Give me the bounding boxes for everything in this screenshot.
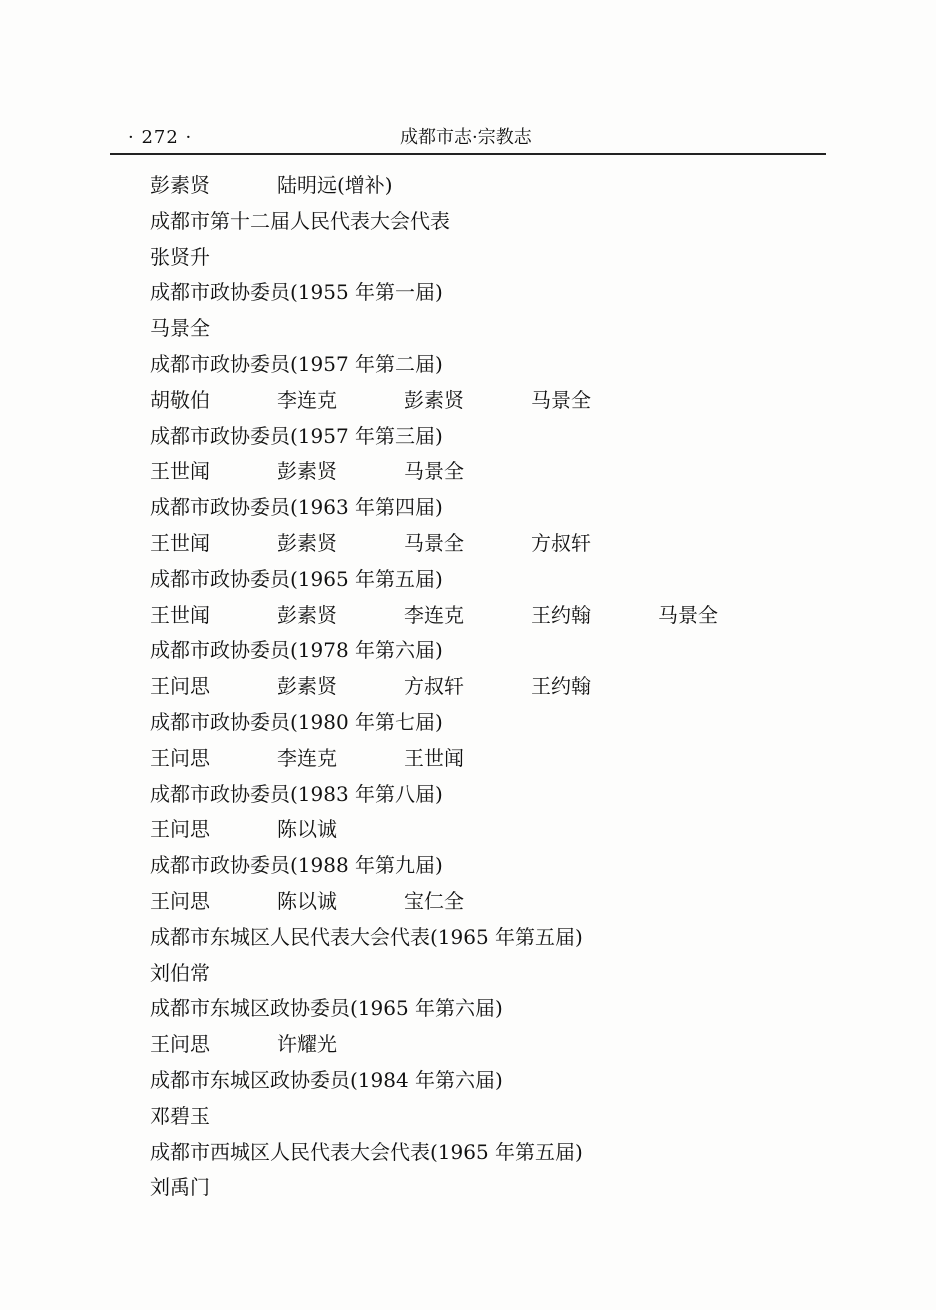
person-name: 陆明远(增补) [277, 173, 393, 197]
person-name: 陈以诚 [277, 888, 337, 913]
person-name: 马景全 [404, 459, 464, 484]
section-heading: 成都市政协委员(1988 年第九届) [150, 853, 443, 878]
person-name: 王世闻 [150, 530, 210, 555]
name-row [150, 168, 810, 204]
page-header [110, 124, 826, 156]
section-heading: 成都市西城区人民代表大会代表(1965 年第五届) [150, 1139, 583, 1164]
person-name: 刘禹门 [150, 1175, 210, 1200]
person-name: 李连克 [277, 745, 337, 770]
person-name: 王世闻 [150, 602, 210, 627]
name-row [150, 383, 810, 419]
person-name: 彭素贤 [277, 602, 337, 627]
person-name: 王问思 [150, 674, 210, 699]
person-name: 王世闻 [150, 459, 210, 484]
section-heading: 成都市政协委员(1957 年第三届) [150, 423, 443, 448]
person-name: 方叔轩 [531, 530, 591, 555]
person-name: 胡敬伯 [150, 387, 210, 412]
name-row [150, 1099, 810, 1135]
name-row [150, 1170, 810, 1206]
section-heading: 成都市东城区人民代表大会代表(1965 年第五届) [150, 924, 583, 949]
person-name: 王约翰 [531, 674, 591, 699]
person-name: 马景全 [531, 387, 591, 412]
name-row [150, 884, 810, 920]
section-heading: 成都市政协委员(1965 年第五届) [150, 566, 443, 591]
person-name: 张贤升 [150, 244, 210, 269]
person-name: 李连克 [404, 602, 464, 627]
document-body [150, 168, 810, 1206]
name-row [150, 598, 810, 634]
person-name: 王问思 [150, 1032, 210, 1057]
person-name: 宝仁全 [404, 888, 464, 913]
name-row [150, 240, 810, 276]
person-name: 王约翰 [531, 602, 591, 627]
section-heading: 成都市政协委员(1980 年第七届) [150, 709, 443, 734]
person-name: 彭素贤 [150, 173, 210, 197]
person-name: 方叔轩 [404, 674, 464, 699]
person-name: 马景全 [404, 530, 464, 555]
person-name: 彭素贤 [404, 387, 464, 412]
name-row [150, 669, 810, 705]
person-name: 王问思 [150, 817, 210, 842]
person-name: 刘伯常 [150, 960, 210, 985]
person-name: 王问思 [150, 888, 210, 913]
section-heading: 成都市政协委员(1963 年第四届) [150, 495, 443, 520]
name-row [150, 526, 810, 562]
name-row [150, 956, 810, 992]
running-title: 成都市志·宗教志 [400, 127, 532, 148]
page-number: · 272 · [128, 127, 193, 148]
person-name: 许耀光 [277, 1032, 337, 1057]
section-heading: 成都市政协委员(1955 年第一届) [150, 280, 443, 305]
name-row [150, 454, 810, 490]
section-heading: 成都市政协委员(1978 年第六届) [150, 638, 443, 663]
person-name: 王世闻 [404, 745, 464, 770]
person-name: 李连克 [277, 387, 337, 412]
section-heading: 成都市东城区政协委员(1965 年第六届) [150, 996, 503, 1021]
name-row [150, 311, 810, 347]
name-row [150, 1027, 810, 1063]
person-name: 马景全 [150, 316, 210, 341]
name-row [150, 812, 810, 848]
person-name: 陈以诚 [277, 817, 337, 842]
section-heading: 成都市东城区政协委员(1984 年第六届) [150, 1067, 503, 1092]
person-name: 彭素贤 [277, 530, 337, 555]
person-name: 王问思 [150, 745, 210, 770]
name-row [150, 741, 810, 777]
section-heading: 成都市第十二届人民代表大会代表 [150, 208, 450, 233]
person-name: 马景全 [658, 602, 718, 627]
section-heading: 成都市政协委员(1983 年第八届) [150, 781, 443, 806]
section-heading: 成都市政协委员(1957 年第二届) [150, 351, 443, 376]
person-name: 邓碧玉 [150, 1103, 210, 1128]
person-name: 彭素贤 [277, 459, 337, 484]
header-rule [110, 153, 826, 155]
person-name: 彭素贤 [277, 674, 337, 699]
